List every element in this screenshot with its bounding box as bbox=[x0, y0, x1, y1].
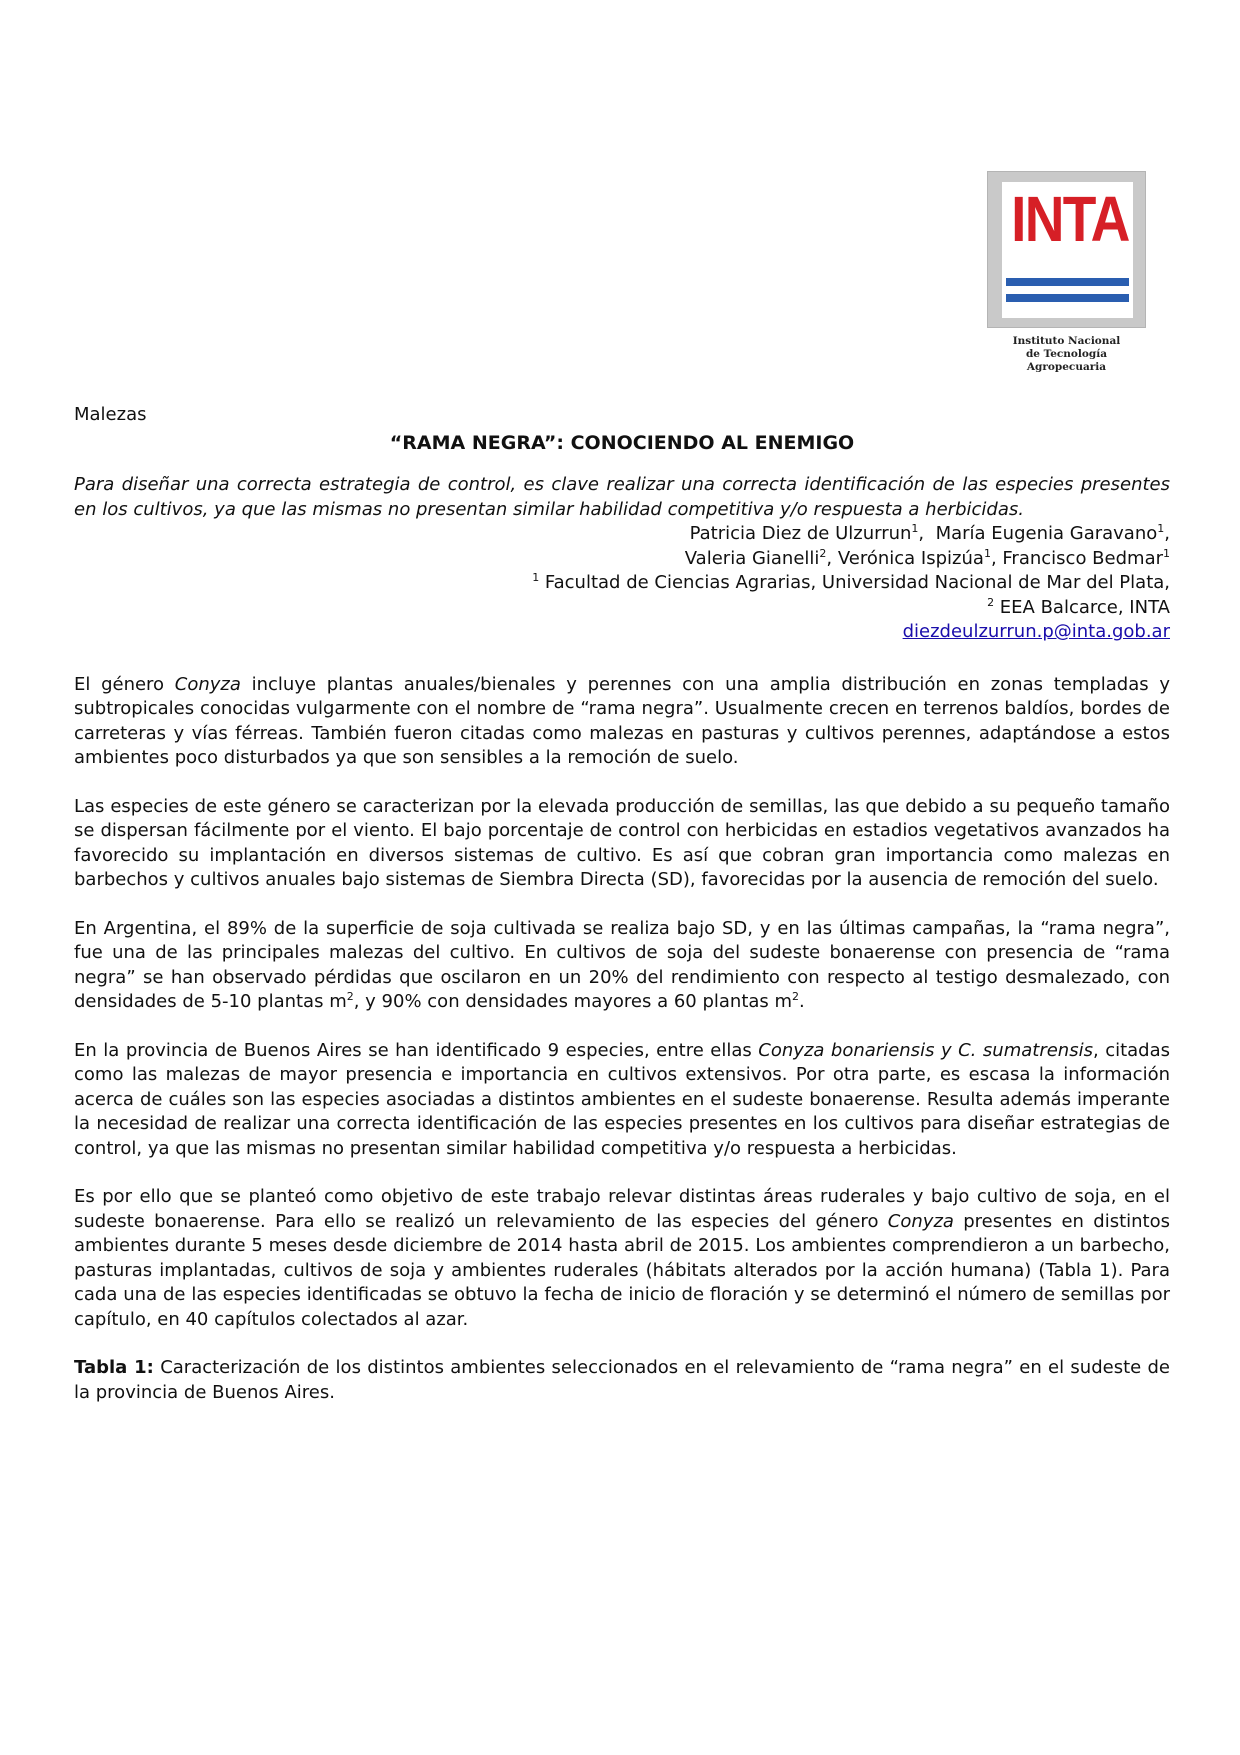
author-name: María Eugenia Garavano bbox=[935, 523, 1158, 544]
author-name: Verónica Ispizúa bbox=[837, 547, 984, 569]
logo-frame bbox=[987, 171, 1146, 328]
paragraph-1 bbox=[74, 673, 1170, 771]
logo-stripe-top bbox=[1006, 278, 1129, 286]
logo-wordmark: INTA bbox=[1011, 183, 1129, 255]
text-run: incluye plantas anuales/bienales y perennes con una amplia distribución en zonas templadas y subtropicales conocidas vulgarmente con el nombre de “rama negra”. Usualmente crecen en terrenos baldíos, bordes de carreteras y vías férreas. También fueron citadas como malezas en pasturas y cultivos perennes, adaptándose a estos ambientes poco disturbados ya que son sensibles a la remoción de suelo. bbox=[74, 673, 1170, 769]
author-name: Valeria Gianelli bbox=[684, 547, 820, 569]
text-run: En la provincia de Buenos Aires se han identificado 9 especies, entre ellas bbox=[74, 1039, 759, 1061]
author-affiliation-mark: 1 bbox=[983, 546, 991, 560]
text-run: , y 90% con densidades mayores a 60 plantas m bbox=[353, 991, 793, 1013]
article-title: “RAMA NEGRA”: CONOCIENDO AL ENEMIGO bbox=[389, 432, 855, 454]
authors-line-1: Patricia Diez de Ulzurrun$^1$, María Eugenia Garavano$^1$, bbox=[689, 522, 1170, 544]
text-run: , citadas como las malezas de mayor presencia e importancia en cultivos extensivos. Por otra parte, es escasa la información acerca de cuáles son las especies asociadas a distintos ambientes en el sudeste bonaerense. Resulta además imperante la necesidad de realizar una correcta identificación de las especies presentes en los cultivos para diseñar estrategias de control, ya que las mismas no presentan similar habilidad competitiva y/o respuesta a herbicidas. bbox=[74, 1039, 1171, 1159]
section-label: Malezas bbox=[74, 404, 147, 425]
author-affiliation-mark: 1 bbox=[1163, 546, 1170, 560]
contact-email-link[interactable]: diezdeulzurrun.p@inta.gob.ar bbox=[902, 621, 1170, 643]
affiliation-2 bbox=[74, 596, 1170, 621]
authors-line-2: Valeria Gianelli$^2$, Verónica Ispizúa$^1$, Francisco Bedmar$^1$ bbox=[684, 546, 1170, 569]
superscript: 2 bbox=[346, 990, 354, 1004]
text-run: . bbox=[799, 991, 805, 1013]
author-affiliation-mark: 1 bbox=[911, 522, 919, 535]
affiliation-mark: 2 bbox=[987, 595, 995, 609]
affiliation-text: EEA Balcarce, INTA bbox=[999, 596, 1170, 618]
table-caption bbox=[74, 1356, 1170, 1405]
logo-inner-panel bbox=[1002, 182, 1133, 318]
paragraph-2: Las especies de este género se caracterizan por la elevada producción de semillas, las que debido a su pequeño tamaño se dispersan fácilmente por el viento. El bajo porcentaje de control con herbicidas en estadios vegetativos avanzados ha favorecido su implantación en diversos sistemas de cultivo. Es así que cobran gran importancia como malezas en barbechos y cultivos anuales bajo sistemas de Siembra Directa (SD), favorecidas por la ausencia de remoción del suelo. bbox=[74, 795, 1170, 891]
logo-stripe-bottom bbox=[1006, 294, 1129, 302]
inta-logo bbox=[987, 171, 1146, 373]
article-lead: Para diseñar una correcta estrategia de control, es clave realizar una correcta identificación de las especies presentes en los cultivos, ya que las mismas no presentan similar habilidad competitiva y/o respuesta a herbicidas. bbox=[74, 474, 1170, 520]
author-name: Francisco Bedmar bbox=[1002, 547, 1163, 569]
table-caption-label: Tabla 1: bbox=[74, 1357, 154, 1379]
affiliation-text: Facultad de Ciencias Agrarias, Universidad Nacional de Mar del Plata, bbox=[544, 572, 1170, 594]
paragraph-3 bbox=[74, 917, 1170, 1015]
affiliation-1 bbox=[74, 571, 1170, 596]
logo-caption-line2: de Tecnología Agropecuaria bbox=[1025, 348, 1108, 373]
logo-caption-line1: Instituto Nacional bbox=[1012, 335, 1121, 347]
table-caption-text: Caracterización de los distintos ambientes seleccionados en el relevamiento de “rama negra” en el sudeste de la provincia de Buenos Aires. bbox=[74, 1357, 1171, 1403]
author-block bbox=[74, 522, 1170, 645]
paragraph-4 bbox=[74, 1039, 1170, 1162]
italic-term: Conyza bbox=[174, 673, 241, 695]
text-run: El género bbox=[74, 673, 175, 695]
text-run: En Argentina, el 89% de la superficie de soja cultivada se realiza bajo SD, y en las últimas campañas, la “rama negra”, fue una de las principales malezas del cultivo. En cultivos de soja del sudeste bonaerense con presencia de “rama negra” se han observado pérdidas que oscilaron en un 20% del rendimiento con respecto al testigo desmalezado, con densidades de 5-10 plantas m bbox=[74, 917, 1170, 1013]
article bbox=[74, 402, 1170, 1405]
paragraph-5 bbox=[74, 1185, 1170, 1332]
author-affiliation-mark: 2 bbox=[819, 546, 827, 560]
author-affiliation-mark: 1 bbox=[1157, 522, 1165, 535]
superscript: 2 bbox=[792, 990, 800, 1004]
logo-caption bbox=[987, 335, 1146, 374]
author-name: Patricia Diez de Ulzurrun bbox=[689, 523, 912, 544]
italic-term: Conyza bonariensis y C. sumatrensis bbox=[758, 1039, 1093, 1061]
italic-term: Conyza bbox=[887, 1210, 954, 1232]
text-run: Es por ello que se planteó como objetivo de este trabajo relevar distintas áreas ruderales y bajo cultivo de soja, en el sudeste bonaerense. Para ello se realizó un relevamiento de las especies del género bbox=[74, 1186, 1170, 1232]
affiliation-mark: 1 bbox=[532, 571, 540, 585]
text-run: presentes en distintos ambientes durante 5 meses desde diciembre de 2014 hasta abril de 2015. Los ambientes comprendieron a un barbecho, pasturas implantadas, cultivos de soja y ambientes ruderales (hábitats alterados por la acción humana) (Tabla 1). Para cada una de las especies identificadas se obtuvo la fecha de inicio de floración y se determinó el número de semillas por capítulo, en 40 capítulos colectados al azar. bbox=[74, 1210, 1170, 1330]
contact-email-row bbox=[74, 620, 1170, 645]
